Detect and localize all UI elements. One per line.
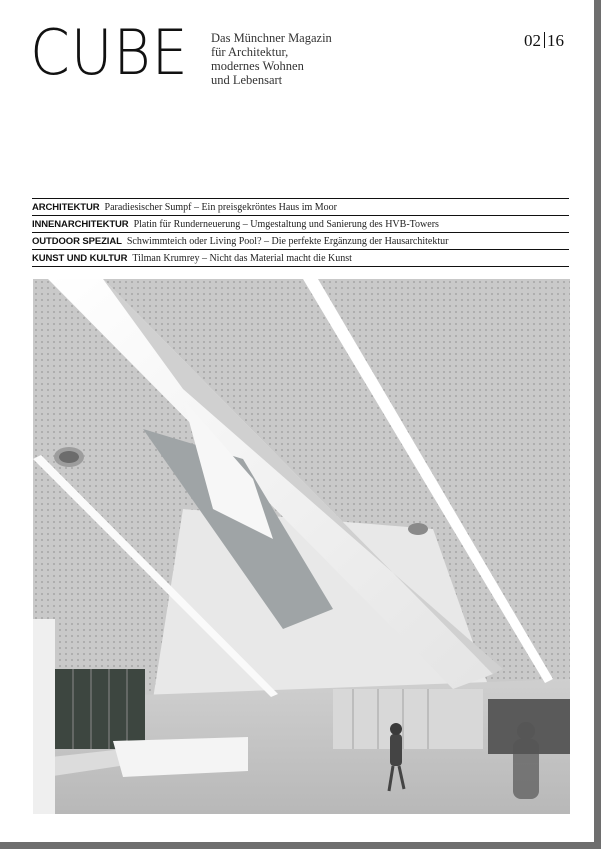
toc-category: ARCHITEKTUR: [32, 201, 100, 213]
toc-category: OUTDOOR SPEZIAL: [32, 235, 122, 247]
atrium-illustration: [33, 279, 570, 814]
toc-row-architektur[interactable]: [32, 199, 569, 216]
tagline-line: Das Münchner Magazin: [211, 31, 332, 45]
toc-row-innenarchitektur[interactable]: [32, 216, 569, 233]
tagline-line: für Architektur,: [211, 45, 289, 59]
issue-year: 16: [547, 31, 564, 50]
toc-category: INNENARCHITEKTUR: [32, 218, 129, 230]
toc-title: Tilman Krumrey – Nicht das Material macht die Kunst: [132, 252, 352, 264]
issue-label: [524, 31, 564, 51]
tagline-line: und Lebensart: [211, 73, 283, 87]
issue-number: 02: [524, 31, 541, 50]
tagline: [211, 31, 332, 87]
toc-title: Platin für Runderneuerung – Umgestaltung und Sanierung des HVB-Towers: [133, 218, 439, 230]
tagline-line: modernes Wohnen: [211, 59, 304, 73]
toc-category: KUNST UND KULTUR: [32, 252, 128, 264]
magazine-logo: CUBE: [30, 16, 189, 89]
toc-row-kunst-und-kultur[interactable]: [32, 250, 569, 267]
toc-row-outdoor-spezial[interactable]: [32, 233, 569, 250]
table-of-contents: [32, 198, 569, 267]
cover-photo: [33, 279, 570, 814]
issue-divider: [544, 32, 545, 48]
toc-title: Paradiesischer Sumpf – Ein preisgekröntes Haus im Moor: [104, 201, 337, 213]
toc-title: Schwimmteich oder Living Pool? – Die perfekte Ergänzung der Hausarchitektur: [126, 235, 449, 247]
